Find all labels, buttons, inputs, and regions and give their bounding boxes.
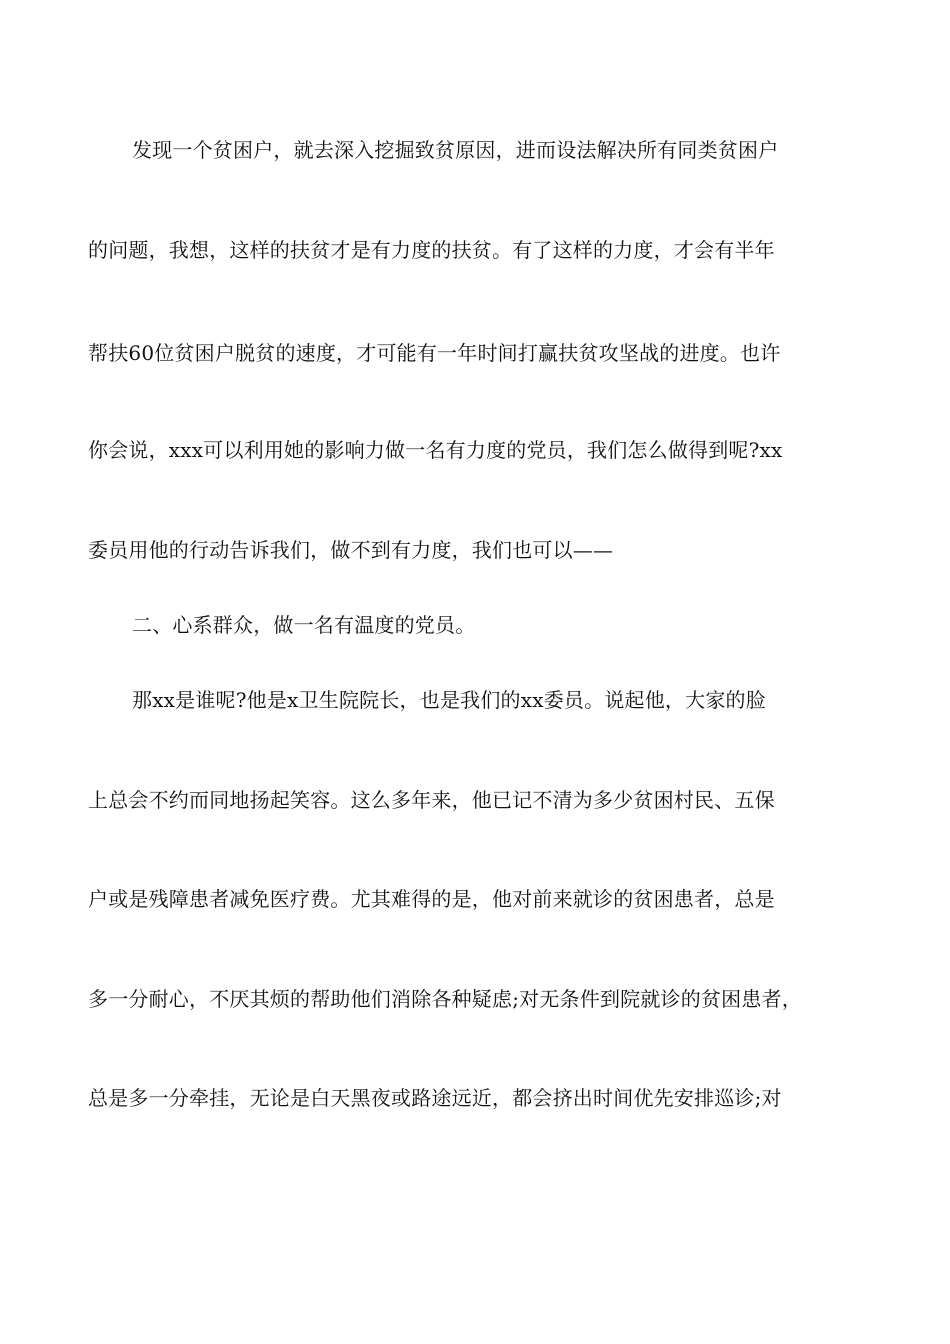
paragraph-line: 那xx是谁呢?他是x卫生院院长，也是我们的xx委员。说起他，大家的脸	[132, 688, 766, 712]
section-heading: 二、心系群众，做一名有温度的党员。	[132, 613, 476, 637]
paragraph-line: 总是多一分牵挂，无论是白天黑夜或路途远近，都会挤出时间优先安排巡诊;对	[88, 1086, 782, 1110]
paragraph-line: 你会说，xxx可以利用她的影响力做一名有力度的党员，我们怎么做得到呢?xx	[88, 438, 783, 462]
paragraph-line: 帮扶60位贫困户脱贫的速度，才可能有一年时间打赢扶贫攻坚战的进度。也许	[88, 341, 781, 365]
paragraph-line: 委员用他的行动告诉我们，做不到有力度，我们也可以——	[88, 538, 614, 562]
paragraph-line: 上总会不约而同地扬起笑容。这么多年来，他已记不清为多少贫困村民、五保	[88, 788, 775, 812]
paragraph-line: 多一分耐心，不厌其烦的帮助他们消除各种疑虑;对无条件到院就诊的贫困患者，	[88, 987, 802, 1011]
paragraph-line: 的问题，我想，这样的扶贫才是有力度的扶贫。有了这样的力度，才会有半年	[88, 238, 775, 262]
paragraph-line: 户或是残障患者减免医疗费。尤其难得的是，他对前来就诊的贫困患者，总是	[88, 887, 775, 911]
paragraph-line: 发现一个贫困户，就去深入挖掘致贫原因，进而设法解决所有同类贫困户	[132, 138, 779, 162]
